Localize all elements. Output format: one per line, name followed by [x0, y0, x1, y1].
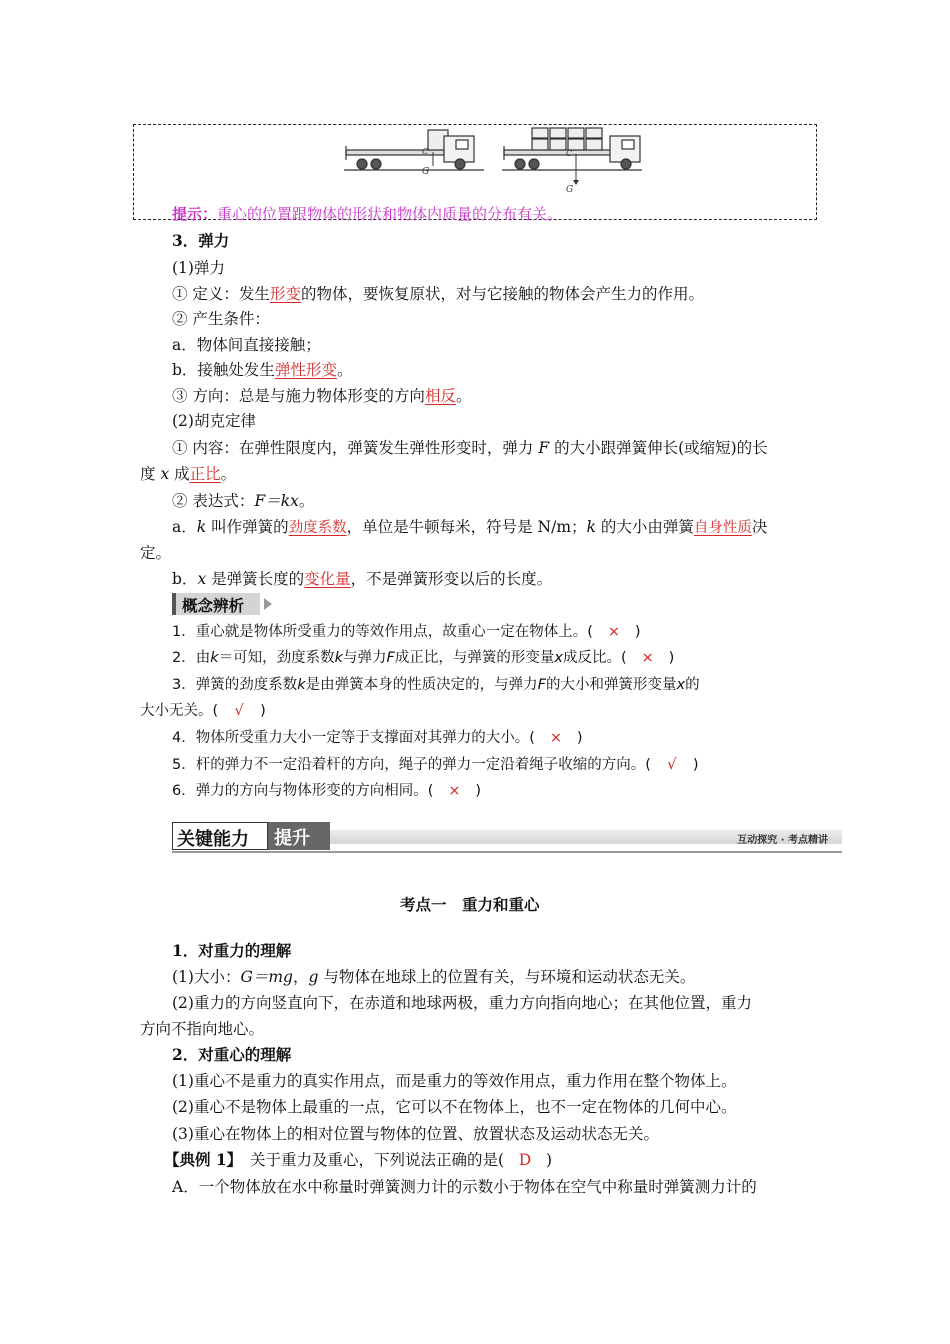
- concept-item-5: 5．杆的弹力不一定沿着杆的方向，绳子的弹力一定沿着绳子收缩的方向。( √ ): [172, 757, 699, 773]
- hooke-heading: (2)胡克定律: [172, 412, 256, 430]
- gravity-item-2-line2: 方向不指向地心。: [140, 1020, 265, 1038]
- elastic-definition: ① 定义：发生形变的物体，要恢复原状，对与它接触的物体会产生力的作用。: [172, 285, 704, 303]
- blank-deformation: 形变: [269, 285, 301, 303]
- mark-wrong: ×: [549, 730, 562, 746]
- k-explain-line1: a．k 叫作弹簧的劲度系数，单位是牛顿每米，符号是 N/m；k 的大小由弹簧自身性质决: [172, 518, 768, 536]
- blank-opposite: 相反: [424, 387, 456, 405]
- g-label-right: G: [566, 185, 574, 194]
- truck-left: [344, 130, 484, 170]
- center-item-2: (2)重心不是物体上最重的一点，它可以不在物体上，也不一定在物体的几何中心。: [172, 1098, 737, 1116]
- truck-illustration: [344, 126, 644, 194]
- x-explain: b．x 是弹簧长度的变化量，不是弹簧形变以后的长度。: [172, 570, 553, 588]
- hint-text: 重心的位置跟物体的形状和物体内质量的分布有关。: [217, 205, 563, 223]
- concept-item-3-line2: 大小无关。( √ ): [140, 703, 266, 719]
- hooke-content-line1: ① 内容：在弹性限度内，弹簧发生弹性形变时，弹力 F 的大小跟弹簧伸长(或缩短)的长: [172, 439, 768, 457]
- concept-item-1: 1．重心就是物体所受重力的等效作用点，故重心一定在物体上。( × ): [172, 624, 641, 640]
- center-heading: 2．对重心的理解: [172, 1045, 292, 1064]
- g-label-left: G: [422, 167, 430, 177]
- hooke-expression: ② 表达式：F＝kx。: [172, 492, 315, 510]
- blank-change: 变化量: [304, 570, 351, 588]
- gravity-item-2-line1: (2)重力的方向竖直向下，在赤道和地球两极，重力方向指向地心；在其他位置，重力: [172, 994, 752, 1012]
- hint-line: [172, 203, 562, 224]
- blank-proportional: 正比: [189, 465, 221, 483]
- center-item-1: (1)重心不是重力的真实作用点，而是重力的等效作用点，重力作用在整个物体上。: [172, 1072, 737, 1090]
- blank-own-property: 自身性质: [693, 520, 752, 536]
- c-label-left: C: [422, 147, 429, 156]
- example-label: 【典例 1】: [164, 1150, 235, 1169]
- example-1: 【典例 1】 关于重力及重心，下列说法正确的是( D ): [164, 1150, 553, 1169]
- gravity-item-1: (1)大小：G＝mg，g 与物体在地球上的位置有关，与环境和运动状态无关。: [172, 968, 696, 986]
- mark-wrong: ×: [607, 624, 620, 640]
- concept-item-3: 3．弹簧的劲度系数k是由弹簧本身的性质决定的，与弹力F的大小和弹簧形变量x的: [172, 677, 700, 693]
- c-label-right: C: [566, 149, 573, 158]
- concept-item-2: 2．由k＝可知，劲度系数k与弹力F成正比，与弹簧的形变量x成反比。( × ): [172, 650, 675, 666]
- mark-right: √: [667, 757, 677, 773]
- elastic-condition-b: b．接触处发生弹性形变。: [172, 361, 353, 379]
- elastic-condition: ② 产生条件：: [172, 310, 270, 328]
- blank-elastic-deformation: 弹性形变: [274, 361, 337, 379]
- hint-label: 提示：: [172, 205, 218, 223]
- mark-wrong: ×: [641, 650, 654, 666]
- mark-right: √: [234, 703, 244, 719]
- elastic-sub1: (1)弹力: [172, 259, 225, 277]
- elastic-condition-a: a．物体间直接接触；: [172, 336, 321, 354]
- elastic-direction: ③ 方向：总是与施力物体形变的方向相反。: [172, 387, 472, 405]
- concept-item-6: 6．弹力的方向与物体形变的方向相同。( × ): [172, 783, 482, 799]
- concept-tag: 概念辨析: [172, 593, 260, 615]
- hooke-content-line2: 度 x 成正比。: [140, 465, 237, 483]
- blank-stiffness: 劲度系数: [288, 520, 347, 536]
- hooke-formula: F＝kx: [254, 492, 299, 510]
- section-banner: [172, 822, 842, 852]
- example-answer: D: [518, 1151, 532, 1169]
- elastic-heading: 3．弹力: [172, 231, 230, 250]
- topic-title: 考点一 重力和重心: [400, 895, 540, 914]
- mark-wrong: ×: [448, 783, 461, 799]
- center-item-3: (3)重心在物体上的相对位置与物体的位置、放置状态及运动状态无关。: [172, 1125, 659, 1143]
- k-explain-line2: 定。: [140, 544, 172, 562]
- option-a: A．一个物体放在水中称量时弹簧测力计的示数小于物体在空气中称量时弹簧测力计的: [172, 1178, 757, 1196]
- gravity-heading: 1．对重力的理解: [172, 941, 292, 960]
- banner-left1: 关键能力: [177, 829, 249, 850]
- concept-item-4: 4．物体所受重力大小一定等于支撑面对其弹力的大小。( × ): [172, 730, 583, 746]
- banner-left2: 提升: [274, 828, 310, 849]
- banner-right: 互动探究 · 考点精讲: [737, 835, 828, 846]
